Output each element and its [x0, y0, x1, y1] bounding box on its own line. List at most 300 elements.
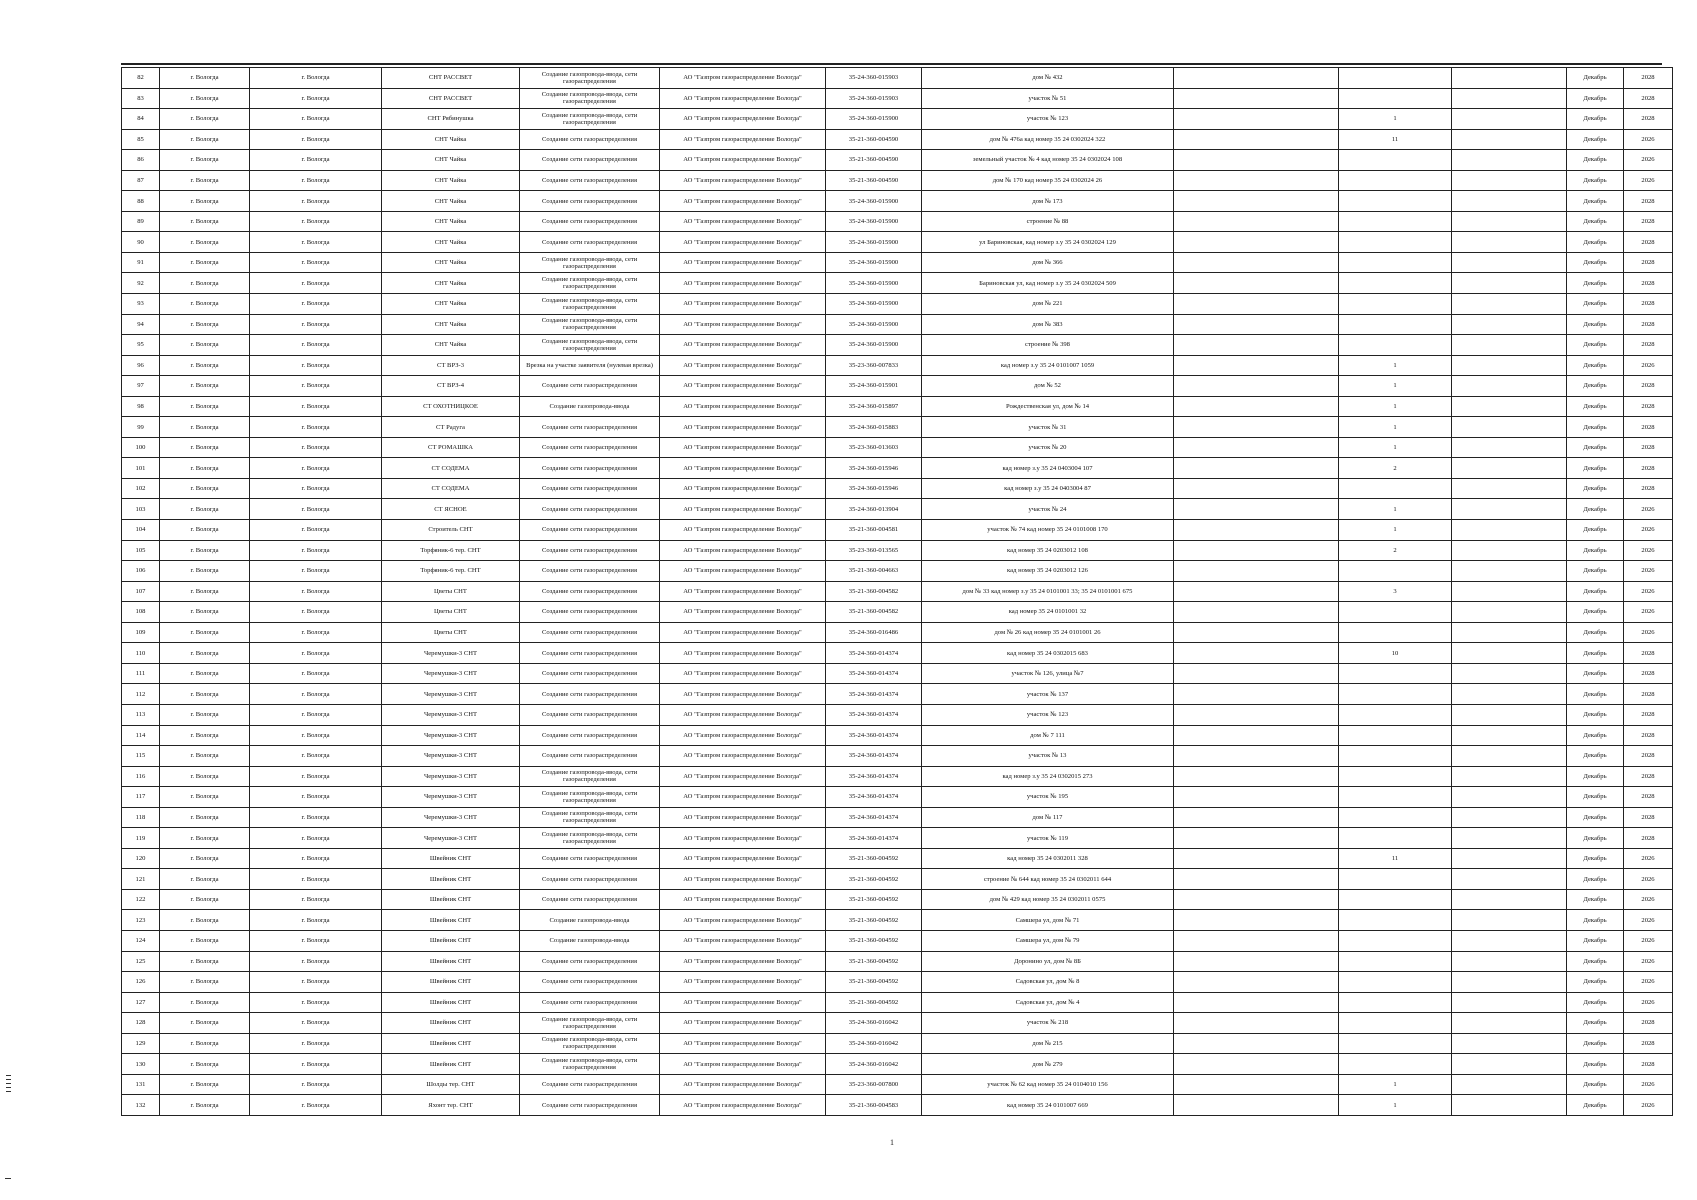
cell-month: Декабрь	[1567, 561, 1624, 582]
cell-year: 2028	[1624, 704, 1673, 725]
cell-locality: г. Вологда	[250, 1095, 382, 1116]
cell-locality: г. Вологда	[250, 704, 382, 725]
cell-locality: г. Вологда	[250, 150, 382, 171]
cell-row-number: 115	[122, 746, 160, 767]
cell-locality: г. Вологда	[250, 869, 382, 890]
cell-locality: г. Вологда	[250, 910, 382, 931]
cell-object: СНТ Рябинушка	[382, 109, 520, 130]
cell-empty	[1174, 252, 1339, 273]
cell-empty	[1452, 109, 1567, 130]
cell-city: г. Вологда	[160, 314, 250, 335]
register-table	[121, 67, 1673, 1116]
cell-city: г. Вологда	[160, 581, 250, 602]
cell-quantity	[1339, 314, 1452, 335]
cell-city: г. Вологда	[160, 992, 250, 1013]
cell-month: Декабрь	[1567, 88, 1624, 109]
cell-address: дом № 33 кад номер з.у 35 24 0101001 33; 35 24 0101001 675	[922, 581, 1174, 602]
cell-row-number: 99	[122, 417, 160, 438]
cell-city: г. Вологда	[160, 1033, 250, 1054]
cell-empty	[1452, 88, 1567, 109]
cell-code: 35-21-360-004663	[826, 561, 922, 582]
cell-locality: г. Вологда	[250, 335, 382, 356]
table-row	[122, 561, 1673, 582]
cell-code: 35-21-360-004592	[826, 951, 922, 972]
cell-organization: АО "Газпром газораспределение Вологда"	[660, 520, 826, 541]
cell-address: кад номер 35 24 0302015 683	[922, 643, 1174, 664]
cell-row-number: 123	[122, 910, 160, 931]
cell-city: г. Вологда	[160, 458, 250, 479]
cell-work-type: Создание сети газораспределения	[520, 869, 660, 890]
cell-organization: АО "Газпром газораспределение Вологда"	[660, 787, 826, 808]
cell-row-number: 88	[122, 191, 160, 212]
cell-empty	[1452, 68, 1567, 89]
cell-quantity	[1339, 273, 1452, 294]
cell-month: Декабрь	[1567, 746, 1624, 767]
cell-work-type: Создание сети газораспределения	[520, 478, 660, 499]
cell-row-number: 128	[122, 1013, 160, 1034]
cell-code: 35-21-360-004592	[826, 992, 922, 1013]
cell-object: СНТ РАССВЕТ	[382, 68, 520, 89]
cell-quantity: 1	[1339, 1074, 1452, 1095]
cell-object: Швейник СНТ	[382, 972, 520, 993]
cell-month: Декабрь	[1567, 417, 1624, 438]
cell-address: дом № 476а кад номер 35 24 0302024 322	[922, 129, 1174, 150]
cell-month: Декабрь	[1567, 766, 1624, 787]
cell-year: 2028	[1624, 766, 1673, 787]
cell-object: СТ ЯСНОЕ	[382, 499, 520, 520]
table-row	[122, 828, 1673, 849]
cell-locality: г. Вологда	[250, 417, 382, 438]
cell-object: Черемушки-3 СНТ	[382, 643, 520, 664]
cell-empty	[1174, 561, 1339, 582]
cell-locality: г. Вологда	[250, 1074, 382, 1095]
cell-quantity	[1339, 602, 1452, 623]
cell-organization: АО "Газпром газораспределение Вологда"	[660, 376, 826, 397]
cell-code: 35-24-360-014374	[826, 746, 922, 767]
cell-locality: г. Вологда	[250, 1054, 382, 1075]
cell-empty	[1452, 643, 1567, 664]
cell-empty	[1452, 232, 1567, 253]
cell-year: 2028	[1624, 437, 1673, 458]
cell-empty	[1174, 951, 1339, 972]
cell-code: 35-24-360-016042	[826, 1033, 922, 1054]
cell-work-type: Создание сети газораспределения	[520, 499, 660, 520]
cell-quantity	[1339, 294, 1452, 315]
cell-quantity	[1339, 684, 1452, 705]
margin-tick	[5, 1178, 11, 1179]
cell-code: 35-24-360-013904	[826, 499, 922, 520]
cell-empty	[1452, 581, 1567, 602]
cell-row-number: 95	[122, 335, 160, 356]
cell-month: Декабрь	[1567, 211, 1624, 232]
cell-row-number: 82	[122, 68, 160, 89]
cell-organization: АО "Газпром газораспределение Вологда"	[660, 499, 826, 520]
cell-row-number: 113	[122, 704, 160, 725]
cell-row-number: 100	[122, 437, 160, 458]
cell-organization: АО "Газпром газораспределение Вологда"	[660, 294, 826, 315]
cell-quantity	[1339, 211, 1452, 232]
cell-address: кад номер 35 24 0101007 669	[922, 1095, 1174, 1116]
cell-quantity	[1339, 951, 1452, 972]
cell-locality: г. Вологда	[250, 684, 382, 705]
cell-city: г. Вологда	[160, 1054, 250, 1075]
cell-organization: АО "Газпром газораспределение Вологда"	[660, 335, 826, 356]
cell-year: 2028	[1624, 746, 1673, 767]
cell-object: Швейник СНТ	[382, 1013, 520, 1034]
table-row	[122, 1013, 1673, 1034]
cell-address: участок № 137	[922, 684, 1174, 705]
cell-empty	[1174, 1054, 1339, 1075]
cell-empty	[1174, 396, 1339, 417]
cell-empty	[1174, 643, 1339, 664]
cell-locality: г. Вологда	[250, 437, 382, 458]
cell-empty	[1174, 376, 1339, 397]
cell-work-type: Создание сети газораспределения	[520, 581, 660, 602]
cell-organization: АО "Газпром газораспределение Вологда"	[660, 663, 826, 684]
table-row	[122, 252, 1673, 273]
cell-row-number: 116	[122, 766, 160, 787]
cell-city: г. Вологда	[160, 355, 250, 376]
cell-organization: АО "Газпром газораспределение Вологда"	[660, 252, 826, 273]
cell-locality: г. Вологда	[250, 746, 382, 767]
cell-object: Черемушки-3 СНТ	[382, 684, 520, 705]
cell-year: 2026	[1624, 1095, 1673, 1116]
cell-row-number: 122	[122, 889, 160, 910]
cell-month: Декабрь	[1567, 273, 1624, 294]
table-row	[122, 458, 1673, 479]
cell-object: СТ Радуга	[382, 417, 520, 438]
cell-empty	[1452, 437, 1567, 458]
cell-month: Декабрь	[1567, 1013, 1624, 1034]
cell-quantity: 1	[1339, 109, 1452, 130]
cell-object: Цветы СНТ	[382, 622, 520, 643]
cell-year: 2028	[1624, 335, 1673, 356]
cell-year: 2026	[1624, 520, 1673, 541]
cell-month: Декабрь	[1567, 458, 1624, 479]
cell-empty	[1174, 191, 1339, 212]
cell-quantity: 11	[1339, 129, 1452, 150]
table-row	[122, 232, 1673, 253]
cell-address: кад номер з.у 35 24 0302015 273	[922, 766, 1174, 787]
cell-object: СНТ РАССВЕТ	[382, 88, 520, 109]
cell-work-type: Создание газопровода-ввода, сети газораспределения	[520, 252, 660, 273]
cell-quantity	[1339, 663, 1452, 684]
cell-empty	[1174, 211, 1339, 232]
cell-city: г. Вологда	[160, 930, 250, 951]
cell-organization: АО "Газпром газораспределение Вологда"	[660, 828, 826, 849]
cell-organization: АО "Газпром газораспределение Вологда"	[660, 232, 826, 253]
cell-organization: АО "Газпром газораспределение Вологда"	[660, 540, 826, 561]
cell-organization: АО "Газпром газораспределение Вологда"	[660, 314, 826, 335]
cell-work-type: Создание сети газораспределения	[520, 746, 660, 767]
cell-month: Декабрь	[1567, 294, 1624, 315]
cell-code: 35-24-360-015903	[826, 88, 922, 109]
cell-year: 2026	[1624, 951, 1673, 972]
cell-empty	[1174, 889, 1339, 910]
cell-quantity: 3	[1339, 581, 1452, 602]
cell-address: дом № 52	[922, 376, 1174, 397]
cell-address: ул Бариновская, кад номер з.у 35 24 0302024 129	[922, 232, 1174, 253]
cell-locality: г. Вологда	[250, 787, 382, 808]
cell-city: г. Вологда	[160, 478, 250, 499]
cell-address: кад номер 35 24 0101001 32	[922, 602, 1174, 623]
cell-row-number: 89	[122, 211, 160, 232]
cell-empty	[1174, 540, 1339, 561]
cell-empty	[1174, 437, 1339, 458]
cell-quantity	[1339, 972, 1452, 993]
cell-month: Декабрь	[1567, 704, 1624, 725]
cell-year: 2028	[1624, 376, 1673, 397]
cell-city: г. Вологда	[160, 68, 250, 89]
cell-address: участок № 195	[922, 787, 1174, 808]
cell-address: дом № 117	[922, 807, 1174, 828]
cell-empty	[1452, 150, 1567, 171]
cell-empty	[1174, 458, 1339, 479]
cell-empty	[1452, 170, 1567, 191]
cell-row-number: 90	[122, 232, 160, 253]
cell-city: г. Вологда	[160, 766, 250, 787]
cell-year: 2028	[1624, 663, 1673, 684]
cell-address: кад номер 35 24 0203012 108	[922, 540, 1174, 561]
cell-empty	[1452, 869, 1567, 890]
cell-organization: АО "Газпром газораспределение Вологда"	[660, 848, 826, 869]
cell-code: 35-24-360-014374	[826, 766, 922, 787]
cell-work-type: Создание газопровода-ввода, сети газораспределения	[520, 1033, 660, 1054]
cell-code: 35-24-360-015900	[826, 314, 922, 335]
cell-empty	[1452, 191, 1567, 212]
cell-city: г. Вологда	[160, 951, 250, 972]
cell-work-type: Создание сети газораспределения	[520, 951, 660, 972]
cell-work-type: Создание газопровода-ввода, сети газораспределения	[520, 1013, 660, 1034]
cell-work-type: Врезка на участке заявителя (нулевая врезка)	[520, 355, 660, 376]
cell-empty	[1174, 68, 1339, 89]
cell-month: Декабрь	[1567, 828, 1624, 849]
cell-month: Декабрь	[1567, 68, 1624, 89]
cell-locality: г. Вологда	[250, 807, 382, 828]
cell-code: 35-21-360-004592	[826, 889, 922, 910]
cell-code: 35-24-360-014374	[826, 684, 922, 705]
cell-locality: г. Вологда	[250, 129, 382, 150]
cell-row-number: 98	[122, 396, 160, 417]
cell-work-type: Создание сети газораспределения	[520, 170, 660, 191]
cell-empty	[1452, 376, 1567, 397]
cell-work-type: Создание сети газораспределения	[520, 417, 660, 438]
cell-work-type: Создание сети газораспределения	[520, 520, 660, 541]
cell-work-type: Создание сети газораспределения	[520, 643, 660, 664]
cell-year: 2026	[1624, 1074, 1673, 1095]
cell-locality: г. Вологда	[250, 396, 382, 417]
cell-year: 2028	[1624, 725, 1673, 746]
cell-month: Декабрь	[1567, 992, 1624, 1013]
cell-month: Декабрь	[1567, 663, 1624, 684]
cell-city: г. Вологда	[160, 1095, 250, 1116]
cell-quantity	[1339, 725, 1452, 746]
cell-locality: г. Вологда	[250, 581, 382, 602]
cell-year: 2028	[1624, 643, 1673, 664]
cell-object: СНТ Чайка	[382, 232, 520, 253]
cell-address: кад номер з.у 35 24 0403004 107	[922, 458, 1174, 479]
cell-quantity	[1339, 191, 1452, 212]
cell-year: 2026	[1624, 581, 1673, 602]
cell-year: 2026	[1624, 930, 1673, 951]
cell-object: СНТ Чайка	[382, 294, 520, 315]
cell-empty	[1452, 951, 1567, 972]
cell-quantity: 1	[1339, 417, 1452, 438]
cell-object: СТ СОДЕМА	[382, 478, 520, 499]
cell-empty	[1452, 992, 1567, 1013]
cell-code: 35-21-360-004583	[826, 1095, 922, 1116]
cell-organization: АО "Газпром газораспределение Вологда"	[660, 1095, 826, 1116]
table-row	[122, 88, 1673, 109]
margin-marks	[6, 1075, 11, 1095]
cell-empty	[1452, 972, 1567, 993]
cell-empty	[1452, 807, 1567, 828]
cell-locality: г. Вологда	[250, 88, 382, 109]
cell-organization: АО "Газпром газораспределение Вологда"	[660, 889, 826, 910]
cell-empty	[1452, 848, 1567, 869]
cell-city: г. Вологда	[160, 417, 250, 438]
cell-work-type: Создание газопровода-ввода, сети газораспределения	[520, 807, 660, 828]
cell-quantity: 2	[1339, 540, 1452, 561]
cell-work-type: Создание газопровода-ввода, сети газораспределения	[520, 314, 660, 335]
cell-organization: АО "Газпром газораспределение Вологда"	[660, 355, 826, 376]
cell-year: 2028	[1624, 252, 1673, 273]
cell-empty	[1174, 294, 1339, 315]
cell-code: 35-24-360-015900	[826, 273, 922, 294]
cell-empty	[1452, 1033, 1567, 1054]
cell-locality: г. Вологда	[250, 478, 382, 499]
cell-month: Декабрь	[1567, 1054, 1624, 1075]
cell-quantity	[1339, 1013, 1452, 1034]
cell-code: 35-21-360-004582	[826, 581, 922, 602]
cell-work-type: Создание газопровода-ввода	[520, 910, 660, 931]
cell-city: г. Вологда	[160, 520, 250, 541]
cell-object: Швейник СНТ	[382, 889, 520, 910]
cell-code: 35-23-360-013565	[826, 540, 922, 561]
cell-empty	[1452, 520, 1567, 541]
cell-address: участок № 119	[922, 828, 1174, 849]
table-row	[122, 581, 1673, 602]
table-row	[122, 540, 1673, 561]
table-row	[122, 1074, 1673, 1095]
cell-organization: АО "Газпром газораспределение Вологда"	[660, 807, 826, 828]
cell-code: 35-21-360-004592	[826, 869, 922, 890]
cell-locality: г. Вологда	[250, 520, 382, 541]
cell-organization: АО "Газпром газораспределение Вологда"	[660, 109, 826, 130]
cell-year: 2028	[1624, 294, 1673, 315]
cell-address: участок № 126, улица №7	[922, 663, 1174, 684]
cell-object: СТ СОДЕМА	[382, 458, 520, 479]
cell-city: г. Вологда	[160, 746, 250, 767]
cell-organization: АО "Газпром газораспределение Вологда"	[660, 437, 826, 458]
cell-quantity	[1339, 88, 1452, 109]
cell-organization: АО "Газпром газораспределение Вологда"	[660, 478, 826, 499]
table-row	[122, 499, 1673, 520]
cell-address: кад номер з.у 35 24 0101007 1059	[922, 355, 1174, 376]
table-row	[122, 355, 1673, 376]
cell-quantity	[1339, 807, 1452, 828]
cell-quantity	[1339, 787, 1452, 808]
cell-code: 35-23-360-007800	[826, 1074, 922, 1095]
cell-city: г. Вологда	[160, 129, 250, 150]
cell-month: Декабрь	[1567, 478, 1624, 499]
cell-object: Швейник СНТ	[382, 869, 520, 890]
cell-code: 35-24-360-014374	[826, 787, 922, 808]
cell-code: 35-21-360-004582	[826, 602, 922, 623]
cell-address: дом № 366	[922, 252, 1174, 273]
cell-year: 2028	[1624, 1033, 1673, 1054]
cell-month: Декабрь	[1567, 129, 1624, 150]
cell-object: Черемушки-3 СНТ	[382, 787, 520, 808]
cell-work-type: Создание газопровода-ввода, сети газораспределения	[520, 828, 660, 849]
cell-year: 2026	[1624, 622, 1673, 643]
table-row	[122, 663, 1673, 684]
cell-year: 2028	[1624, 417, 1673, 438]
cell-row-number: 92	[122, 273, 160, 294]
cell-city: г. Вологда	[160, 910, 250, 931]
cell-object: Черемушки-3 СНТ	[382, 663, 520, 684]
cell-organization: АО "Газпром газораспределение Вологда"	[660, 951, 826, 972]
table-row	[122, 684, 1673, 705]
cell-empty	[1452, 622, 1567, 643]
cell-year: 2028	[1624, 68, 1673, 89]
cell-empty	[1174, 807, 1339, 828]
cell-code: 35-24-360-015900	[826, 211, 922, 232]
cell-quantity	[1339, 889, 1452, 910]
cell-code: 35-24-360-014374	[826, 643, 922, 664]
cell-city: г. Вологда	[160, 294, 250, 315]
cell-empty	[1452, 417, 1567, 438]
cell-city: г. Вологда	[160, 828, 250, 849]
cell-year: 2026	[1624, 355, 1673, 376]
cell-row-number: 120	[122, 848, 160, 869]
cell-quantity: 1	[1339, 499, 1452, 520]
cell-organization: АО "Газпром газораспределение Вологда"	[660, 1054, 826, 1075]
cell-empty	[1452, 684, 1567, 705]
cell-object: СНТ Чайка	[382, 273, 520, 294]
cell-locality: г. Вологда	[250, 68, 382, 89]
cell-organization: АО "Газпром газораспределение Вологда"	[660, 150, 826, 171]
cell-city: г. Вологда	[160, 150, 250, 171]
table-row	[122, 335, 1673, 356]
cell-organization: АО "Газпром газораспределение Вологда"	[660, 869, 826, 890]
cell-empty	[1174, 129, 1339, 150]
cell-row-number: 130	[122, 1054, 160, 1075]
cell-work-type: Создание сети газораспределения	[520, 376, 660, 397]
cell-empty	[1174, 910, 1339, 931]
cell-locality: г. Вологда	[250, 109, 382, 130]
table-row	[122, 746, 1673, 767]
cell-month: Декабрь	[1567, 889, 1624, 910]
cell-empty	[1452, 252, 1567, 273]
cell-city: г. Вологда	[160, 376, 250, 397]
cell-month: Декабрь	[1567, 684, 1624, 705]
cell-address: участок № 51	[922, 88, 1174, 109]
cell-city: г. Вологда	[160, 725, 250, 746]
cell-year: 2028	[1624, 109, 1673, 130]
cell-work-type: Создание сети газораспределения	[520, 211, 660, 232]
table-row	[122, 930, 1673, 951]
cell-address: Бариновская ул, кад номер з.у 35 24 0302024 509	[922, 273, 1174, 294]
cell-city: г. Вологда	[160, 211, 250, 232]
cell-month: Декабрь	[1567, 170, 1624, 191]
cell-empty	[1174, 972, 1339, 993]
table-row	[122, 68, 1673, 89]
cell-object: СНТ Чайка	[382, 335, 520, 356]
cell-month: Декабрь	[1567, 150, 1624, 171]
cell-work-type: Создание газопровода-ввода	[520, 396, 660, 417]
cell-city: г. Вологда	[160, 1013, 250, 1034]
